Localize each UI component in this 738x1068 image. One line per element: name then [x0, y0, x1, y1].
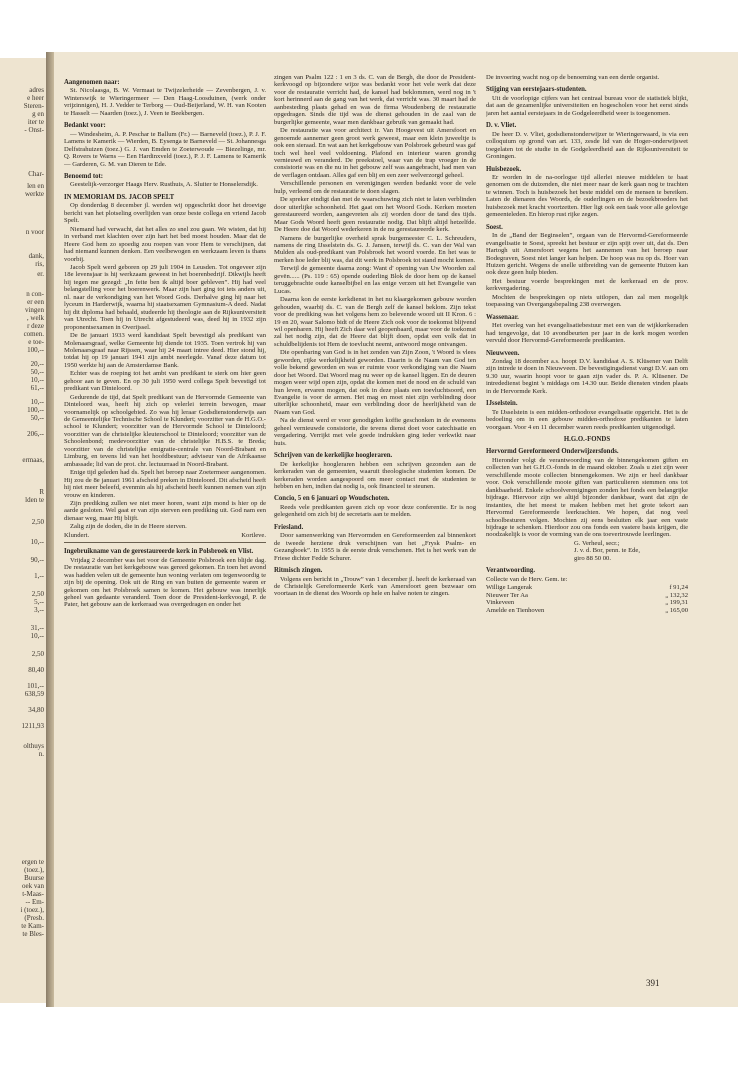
- paragraph: Er worden in de na-oorlogse tijd allerlei nieuwe middelen te baat genomen om de duizenden, die niet meer naar de kerk gaan nog te trachten te winnen. Toch is huisbezoek het beste middel om de mensen te bereiken. Laten de dienaren des Woords, de ouderlingen en de bezoekbroeders het huisbezoek met kracht voortzetten. Hier ligt ook een taak voor alle gelovige gemeenteleden. En hierop rust rijke zegen.: [486, 173, 688, 219]
- account-amount: f 91,24: [669, 584, 688, 592]
- previous-page-edge: [0, 58, 47, 1003]
- paragraph: Na de dienst werd er voor genodigden koffie geschonken in de eveneens geheel vernieuwde consistorie, die tevens dienst doet voor catechisatie en vergadering. Verrijkt met vele goede indrukken ging ieder verkwikt naar huis.: [274, 417, 476, 447]
- paragraph: Te IJsselstein is een midden-orthodoxe evangelisatie opgericht. Het is de bedoeling om in een gebouw midden-orthodoxe predikanten te laten voorgaan. Voor 4 en 11 december waren reeds predikanten uitgenodigd.: [486, 408, 688, 431]
- signature-place: Klundert.: [64, 531, 90, 539]
- prev-page-fragment: 3,--: [34, 606, 44, 614]
- paragraph: Verschillende personen en verenigingen werden bedankt voor de vele hulp, verleend om de restauratie te doen slagen.: [274, 180, 476, 195]
- prev-page-fragment: 638,59: [24, 690, 44, 698]
- paragraph: De 8e januari 1933 werd kandidaat Spelt bevestigd als predikant van Molenaarsgraaf, welke Gemeente hij diende tot 1935. Toen vertrok hij van Molenaarsgraaf naar Rijssen, waar hij 24 maart intree deed. Hier stond hij, totdat hij op 19 januari 1941 zijn ambt neerlegde. Vanaf deze datum tot 1950 werkte hij aan de Amsterdamse Bank.: [64, 332, 266, 369]
- prev-page-fragment: 100,--: [27, 346, 44, 354]
- prev-page-fragment: Steren-: [23, 102, 44, 110]
- prev-page-fragment: iter te: [27, 118, 44, 126]
- accounts-table: [486, 584, 688, 614]
- section-heading: Aangenomen naar:: [64, 79, 120, 86]
- prev-page-fragment: ermaas,: [22, 456, 44, 464]
- signature: [64, 532, 266, 539]
- paragraph: Het overleg van het evangelisatiebestuur met een van de wijkkerkeraden had tengevolge, dat 10 avondbeurten per jaar in de kerk mogen worden vervuld door Hervormd-Gereformeerde predikanten.: [486, 322, 688, 345]
- signature-block: [486, 540, 688, 562]
- paragraph: Zalig zijn de doden, die in de Heere sterven.: [70, 523, 187, 531]
- prev-page-fragment: R: [39, 488, 44, 496]
- paragraph: Terwijl de gemeente daarna zong: Want d' opening van Uw Woorden zal gevën...... (Ps. 119 : 65) opende ouderling Blok de door hem op de kansel teruggebrachte oude kanselbijbel en las enige verzen uit het Evangelie van Lucas.: [274, 265, 476, 295]
- prev-page-fragment: g en: [32, 110, 44, 118]
- section-heading: Schrijven van de kerkelijke hoogleraren.: [274, 452, 393, 460]
- prev-page-fragment: e heer: [27, 94, 44, 102]
- prev-page-fragment: 5,--: [34, 598, 44, 606]
- paragraph: Zondag 18 december a.s. hoopt D.V. kandidaat A. S. Klüsener van Delft zijn intrede te doen in Nieuwveen. De bevestigingsdienst vangt D.V. aan om 9.30 uur, waarin hoopt voor te gaan zijn vader ds. P. A. Klüsener. De intrededienst begint 's middags om 14.30 uur. Beide diensten vinden plaats in de Hervormde Kerk.: [486, 357, 688, 395]
- account-amount: „ 132,32: [665, 591, 688, 599]
- prev-page-fragment: 101,--: [27, 682, 44, 690]
- prev-page-fragment: 80,40: [28, 666, 44, 674]
- table-row: [486, 607, 688, 614]
- paragraph: De spreker eindigt dan met de waarschuwing zich niet te laten verblinden door uiterlijke schoonheid. Het gaat om het Woord Gods. Kerken moeten gerestaureerd worden, aangevreten als zij worden door de tand des tijds. Maar Gods Woord heeft geen restauratie nodig. Dat blijft altijd hetzelfde. De Heere doe dat Woord wederkeren in de nu gerestaureerde kerk.: [274, 196, 476, 234]
- account-place: Willige Langerak: [486, 584, 533, 592]
- prev-page-fragment: comen.: [23, 330, 44, 338]
- section-heading: Ritmisch zingen.: [274, 567, 323, 575]
- signature-line: G. Verheul, secr.;: [574, 539, 620, 547]
- section-heading: Benoemd tot:: [64, 172, 104, 180]
- prev-page-fragment: 10,--: [30, 538, 44, 546]
- paragraph: Daarna kon de eerste kerkdienst in het nu klaargekomen gebouw worden gehouden, waarbij ds. C. van de Bergh zelf de kansel beklom. Zijn tekst voor de prediking was het volgens hem zo belevende woord uit II Kron. 6 : 19 en 20, waar Salomo bidt of de Heere Zich ook voor de toekomst blijvend wil openbaren. Hij heeft Zich daar wel geopenbaard, maar voor de toekomst zal het nodig zijn, dat de Heere dat blijft doen, opdat een volk dat in schuldbelijdenis tot Hem de toevlucht neemt, antwoord moge ontvangen.: [274, 296, 476, 348]
- prev-page-fragment: 100,--: [27, 406, 44, 414]
- paragraph: In de „Band der Beginselen”, orgaan van de Hervormd-Gereformeerde evangelisatie te Soest, spreekt het bestuur er zijn spijt over uit, dat ds. Den Hartogh uit Amersfoort wegens het aannemen van het beroep naar Bodegraven, Soest niet langer kan helpen. De hoop was nu op ds. Hoer van Huizen gericht. Wegens de snelle uitbreiding van de gemeente Huizen kan ook deze geen hulp bieden.: [486, 232, 688, 277]
- prev-page-fragment: 10,--: [30, 398, 44, 406]
- account-amount: „ 165,00: [665, 606, 688, 614]
- paragraph: De kerkelijke hoogleraren hebben een schrijven gezonden aan de kerkeraden van de gemeenten, waaruit theologische studenten komen. De kerkeraden worden aangespoord om meer contact met de studenten te hebben en hen, indien dat nodig is, ook financieel te steunen.: [274, 460, 476, 491]
- prev-page-fragment: vingen: [24, 306, 44, 314]
- prev-page-fragment: i (toez.),: [20, 906, 44, 914]
- signature-name: Kortleve.: [241, 531, 266, 539]
- section-heading: Hervormd Gereformeerd Onderwijzersfonds.: [486, 448, 619, 456]
- prev-page-fragment: 20,--: [30, 360, 44, 368]
- account-place: Vinkeveen: [486, 599, 515, 607]
- prev-page-fragment: werkte: [24, 190, 44, 198]
- prev-page-fragment: 2,50: [31, 518, 44, 526]
- prev-page-fragment: oek van: [22, 882, 44, 890]
- prev-page-fragment: n con-: [26, 290, 44, 298]
- section-heading: Concio, 5 en 6 januari op Woudschoten.: [274, 495, 390, 503]
- article-title: H.G.O.-FONDS: [563, 436, 611, 444]
- paragraph: Op donderdag 8 december jl. werden wij opgeschrikt door het droevige bericht van het plotseling overlijden van onze beste collega en vriend Jacob Spelt.: [64, 202, 266, 225]
- prev-page-fragment: 2,50: [31, 590, 44, 598]
- prev-page-fragment: -- Em-: [25, 898, 44, 906]
- prev-page-fragment: Char-: [28, 170, 44, 178]
- account-amount: „ 199,31: [665, 599, 688, 607]
- paragraph: Volgens een bericht in „Trouw” van 1 december jl. heeft de kerkeraad van de Christelijk Gereformeerde Kerk van Amersfoort geen bezwaar om voortaan in de dienst des Woords op hele en halve noten te zingen.: [274, 575, 476, 598]
- prev-page-fragment: Buurse: [24, 874, 44, 882]
- column-middle: [274, 74, 476, 599]
- prev-page-fragment: (toez.),: [24, 866, 44, 874]
- paragraph: Gedurende de tijd, dat Spelt predikant van de Hervormde Gemeente van Dinteloord was, heeft hij zich op velerlei terrein bewogen, maar voornamelijk op schoolgebied. Zo was hij leraar Godsdienstonderwijs aan de Gemeentelijke Technische School te Klundert; voorzitter van de H.G.O.-school te Klundert; voorzitter van de Hervormde School te Dinteloord; voorzitter van de christelijke kleuterschool te Dinteloord; voorzitter van de Schoolenbond; medevoorzitter van de christelijke H.B.S. te Breda; voorzitter van de christelijke emigratie-centrale van Noord-Brabant en Limburg, en tevens lid van het hoofdbestuur; adviseur van de Afrikaanse ambassade; lid van de prot. chr. lectuurraad in Noord-Brabant.: [64, 393, 266, 468]
- prev-page-fragment: er.: [37, 270, 44, 278]
- prev-page-fragment: te Bles-: [22, 930, 44, 938]
- prev-page-fragment: 34,80: [28, 706, 44, 714]
- prev-page-fragment: lden te: [25, 496, 44, 504]
- prev-page-fragment: , welk: [26, 314, 44, 322]
- prev-page-fragment: adres: [29, 86, 44, 94]
- prev-page-fragment: len en: [27, 182, 44, 190]
- prev-page-fragment: ergen te: [21, 858, 44, 866]
- section-heading: IJsselstein.: [486, 400, 518, 408]
- paragraph: Namens de burgerlijke overheid sprak burgemeester C. L. Schreuders, namens de ring IJsselstein ds. G. J. Jansen, terwijl ds. C. van der Wal van Mulden als oud-predikant van Polsbroek het woord voerde. En het was te merken hoe leder blij was, dat dit werk in Polsbroek tot stand mocht komen.: [274, 234, 476, 264]
- prev-page-fragment: 1,--: [34, 572, 44, 580]
- paragraph: Vrijdag 2 december was het voor de Gemeente Polsbroek een blijde dag. De restauratie van het kerkgebouw was gereed gekomen. En toen het avond was hadden velen uit de gemeente hun woning verlaten om tegenwoordig te zijn bij de opening. Ook uit de Ring en van buiten de gemeente waren er gekomen om het Polsbroek samen te komen. Het gebouw was innerlijk geheel van gedaante veranderd. Toen door de President-kerkvoogd, P. de Pater, het gebouw aan de kerkeraad was overgedragen en onder het: [64, 556, 266, 609]
- paragraph: De restauratie was voor architect ir. Van Hoogevest uit Amersfoort en genoemde aannemer geen groot werk geweest, maar een klein juweeltje is ook een sieraad. En wat aan het kerkgebouw van Polsbroek gebeurd was gaf toch wel heel veel voldoening. Plafond en interieur waren grondig vernieuwd en veranderd. De preekstoel, waar van de trap vroeger in de consistorie was en die nu in het gebouw zelf was aangebracht, had men van de verflagen ontdaan. Alles gaf een blij en een zeer welverzorgd geheel.: [274, 127, 476, 179]
- divider: [64, 542, 266, 543]
- prev-page-fragment: 50,--: [30, 368, 44, 376]
- prev-page-fragment: r deze: [27, 322, 44, 330]
- prev-page-fragment: 2,50: [31, 650, 44, 658]
- paragraph: St. Nicolaasga, B. W. Vermaat te Twijzelerheide — Zevenbergen, J. v. Winterswijk te Wieringermeer — Den Haag-Loosduinen, (werk onder vrijzinnigen), H. J. Vedder te Terborg — Oud-Beijerland, W. H. van Kooten te Hasselt — Naarden (toez.), J. Veen te Beekbergen.: [64, 87, 266, 117]
- section-heading: Soest.: [486, 223, 503, 231]
- paragraph: De heer D. v. Vliet, godsdienstonderwijzer te Wieringerwaard, is via een colloquium op grond van art. 133, zesde lid van de Hoger-onderwijswet toegelaten tot de studie in de Godgeleerdheid aan de Rijksuniversiteit te Groningen.: [486, 130, 688, 161]
- prev-page-fragment: - Onst-: [24, 126, 44, 134]
- section-heading: Wassenaar.: [486, 313, 519, 321]
- paragraph: Uit de voorlopige cijfers van het centraal bureau voor de statistiek blijkt, dat aan de gezamenlijke universiteiten en hogescholen voor het eerst sinds jaren het aantal eerstejaars in de Godgeleerdheid weer is toegenomen.: [486, 94, 688, 117]
- paragraph: — Windesheim, A. P. Peschar te Ballum (Fr.) — Barneveld (toez.), P. J. F. Lamens te Kamerik — Wierden, B. Eysenga te Barneveld — St. Johannesga Delfstrahuizen (toez.) G. J. van Emden te Zoeterwoude — Biezelinge, mr. Q. Rovers te Warns — Een Hardinxveld (toez.), P. J. F. Lamens te Kamerik — Garderen, G. M. van Dieren te Ede.: [64, 130, 266, 168]
- prev-page-fragment: ris,: [35, 260, 44, 268]
- prev-page-fragment: n voor: [25, 228, 44, 236]
- prev-page-fragment: 206,--: [27, 430, 44, 438]
- account-place: Amelde en Tienhoven: [486, 606, 545, 614]
- article-title: IN MEMORIAM DS. JACOB SPELT: [64, 193, 175, 201]
- prev-page-fragment: n.: [38, 750, 44, 758]
- paragraph: Enige tijd geleden had ds. Spelt het beroep naar Zoetermeer aangenomen. Hij zou de 8e januari 1961 afscheid preken in Dinteloord. Dit afscheid heeft hij niet meer beleefd, evenmin als hij afscheid heeft kunnen nemen van zijn vrouw en kinderen.: [64, 469, 266, 499]
- book-gutter: [46, 52, 54, 1007]
- table-row: [486, 592, 688, 599]
- paragraph: Niemand had verwacht, dat het alles zo snel zou gaan. We wisten, dat hij in verband met klachten over zijn hart het bed moest houden. Maar dat de Heere God hem zo spoedig zou roepen van voor Hem te verschijnen, dat had niemand kunnen denken. Een veelbewogen en werkzaam leven is thans voorbij.: [64, 225, 266, 263]
- signature-line: giro 88 50 00.: [574, 554, 611, 562]
- paragraph: Mochten de besprekingen op niets uitlopen, dan zal men mogelijk toepassing van Overgangsbepaling 238 overwegen.: [486, 293, 688, 309]
- prev-page-fragment: e toe-: [28, 338, 44, 346]
- paragraph: Collecte van de Herv. Gem. te:: [486, 575, 568, 583]
- section-heading: Friesland.: [274, 523, 304, 531]
- table-row: [486, 584, 688, 591]
- prev-page-fragment: 1211,93: [21, 722, 44, 730]
- paragraph: Jacob Spelt werd geboren op 29 juli 1904 in Leusden. Tot ongeveer zijn 18e levensjaar is hij werkzaam geweest in het boerenbedrijf. Dikwijls heeft hij tegen me gezegd: „In feite ben ik altijd boer gebleven”. Hij had veel belangstelling voor het boerenwerk. Maar zijn hart ging tot iets anders uit, nl. naar de verkondiging van het Woord Gods. Derhalve ging hij naar het lyceum in Harderwijk, waarna hij staatsexamen Gymnasium-A deed. Nadat hij dit diploma had behaald, studeerde hij theologie aan de Rijksuniversiteit van Utrecht. Toen hij in Utrecht afgestudeerd was, deed hij in 1932 zijn proponentsexamen in Overijssel.: [64, 263, 266, 331]
- section-heading: Verantwoording.: [486, 567, 536, 575]
- prev-page-fragment: 10,--: [30, 376, 44, 384]
- magazine-page: [54, 52, 738, 1007]
- paragraph: Door samenwerking van Hervormden en Gereformeerden zal binnenkort de tweede herziene druk verschijnen van het „Frysk Psalm- en Gezangboek”. In 1955 is de eerste druk verschenen. Het is het werk van de Friese dichter Fedde Schurer.: [274, 532, 476, 562]
- paragraph: Hieronder volgt de verantwoording van de binnengekomen giften en collecten van het G.H.O.-fonds in de maand oktober. Zoals u ziet zijn weer verschillende mooie collecten binnengekomen. We zijn er heel dankbaar voor. Ook verschillende mooie giften van particulieren stemmen ons tot dankbaarheid. Enkele schoolverenigingen zonden het fonds een belangrijke bijdrage. Hiervoor zijn we altijd bijzonder dankbaar, want dat zijn de instanties, die het meest te maken hebben met het grote tekort aan Hervormd Gereformeerde leerkrachten. We hopen, dat nog veel schoolbesturen volgen. Mochten zij eens besluiten elk jaar een vaste bijdrage te schenken. Hierdoor zou ons fonds een vastere basis krijgen, die noodzakelijk is voor de vorming van de ons toevertrouwde leerlingen.: [486, 456, 688, 539]
- account-place: Nieuwer Ter Aa: [486, 591, 528, 599]
- paragraph: Reeds vele predikanten gaven zich op voor deze conferentie. Er is nog gelegenheid om zich bij de secretaris aan te melden.: [274, 503, 476, 519]
- prev-page-fragment: er een: [27, 298, 44, 306]
- section-heading: Nieuwveen.: [486, 349, 520, 357]
- paragraph: Geestelijk-verzorger Haags Herv. Rusthuis, A. Sluiter te Honselersdijk.: [70, 181, 258, 189]
- prev-page-fragment: olthuys: [23, 742, 44, 750]
- paragraph: zingen van Psalm 122 : 1 en 3 ds. C. van de Bergh, die door de President-kerkvoogd op bijzondere wijze was bedankt voor het vele werk dat deze voor de restauratie verricht had, de kansel had beklommen, werd nog in 't kort herinnerd aan de gang van het werk, dat verricht was. 30 maart had de aanbesteding plaats gehad en was de firma Woudenberg de restauratie opgedragen. Sinds die tijd was de dienst gehouden in de zaal van de burgerlijke gemeente, waar men dankbaar gebruik van gemaakt had.: [274, 74, 476, 126]
- signature-line: J. v. d. Bor, penn. te Ede,: [574, 547, 640, 555]
- section-heading: Stijging van eerstejaars-studenten.: [486, 86, 587, 94]
- section-heading: Bedankt voor:: [64, 122, 106, 130]
- prev-page-fragment: 50,--: [30, 414, 44, 422]
- paragraph: Echter was de roeping tot het ambt van predikant te sterk om hier geen gehoor aan te geven. En op 30 juli 1950 werd collega Spelt bevestigd tot predikant van Dinteloord.: [64, 370, 266, 393]
- prev-page-fragment: 10,--: [30, 632, 44, 640]
- page-number: 391: [646, 978, 660, 988]
- prev-page-fragment: (Presb.: [24, 914, 44, 922]
- prev-page-fragment: dank,: [28, 252, 44, 260]
- column-right: [486, 74, 688, 614]
- paragraph: Het bestuur voerde besprekingen met de kerkeraad en de prov. kerkvergadering.: [486, 277, 688, 293]
- table-row: [486, 599, 688, 606]
- section-heading: D. v. Vliet.: [486, 122, 517, 130]
- paragraph: De invoering wacht nog op de benoeming van een derde organist.: [486, 74, 660, 81]
- prev-page-fragment: 31,--: [30, 624, 44, 632]
- article-title: Ingebruikname van de gerestaureerde kerk in Polsbroek en Vlist.: [64, 548, 254, 556]
- prev-page-fragment: 90,--: [30, 556, 44, 564]
- prev-page-fragment: t-Maas-: [22, 890, 44, 898]
- column-left: [64, 74, 266, 610]
- prev-page-fragment: 61,--: [30, 384, 44, 392]
- prev-page-fragment: te Kam-: [21, 922, 44, 930]
- paragraph: Die openbaring van God is in het zenden van Zijn Zoon, 't Woord is vlees geworden, rijke werkelijkheid geworden. Daarin is de Naam van God ten volle bekend geworden en was er ruimte voor verkondiging van die Naam door het Woord. Dat Woord mag nu weer op de kansel liggen. En de deuren mogen weer wijd open zijn, opdat die komen met de nood en de schuld van hun leven, ervaren mogen, dat ook in deze plaats een toevluchtsoord, een Evangelie is voor de armen. Het mag en moet niet zijn verblinding door uiterlijke schoonheid, maar een verblinding door de heerlijkheid van de Naam van God.: [274, 349, 476, 416]
- section-heading: Huisbezoek.: [486, 165, 522, 173]
- paragraph: Zijn prediking zullen we niet meer horen, want zijn mond is hier op de aarde gesloten. Wel gaat er van zijn sterven een prediking uit. God nam een dienaar weg, maar Hij blijft.: [64, 500, 266, 522]
